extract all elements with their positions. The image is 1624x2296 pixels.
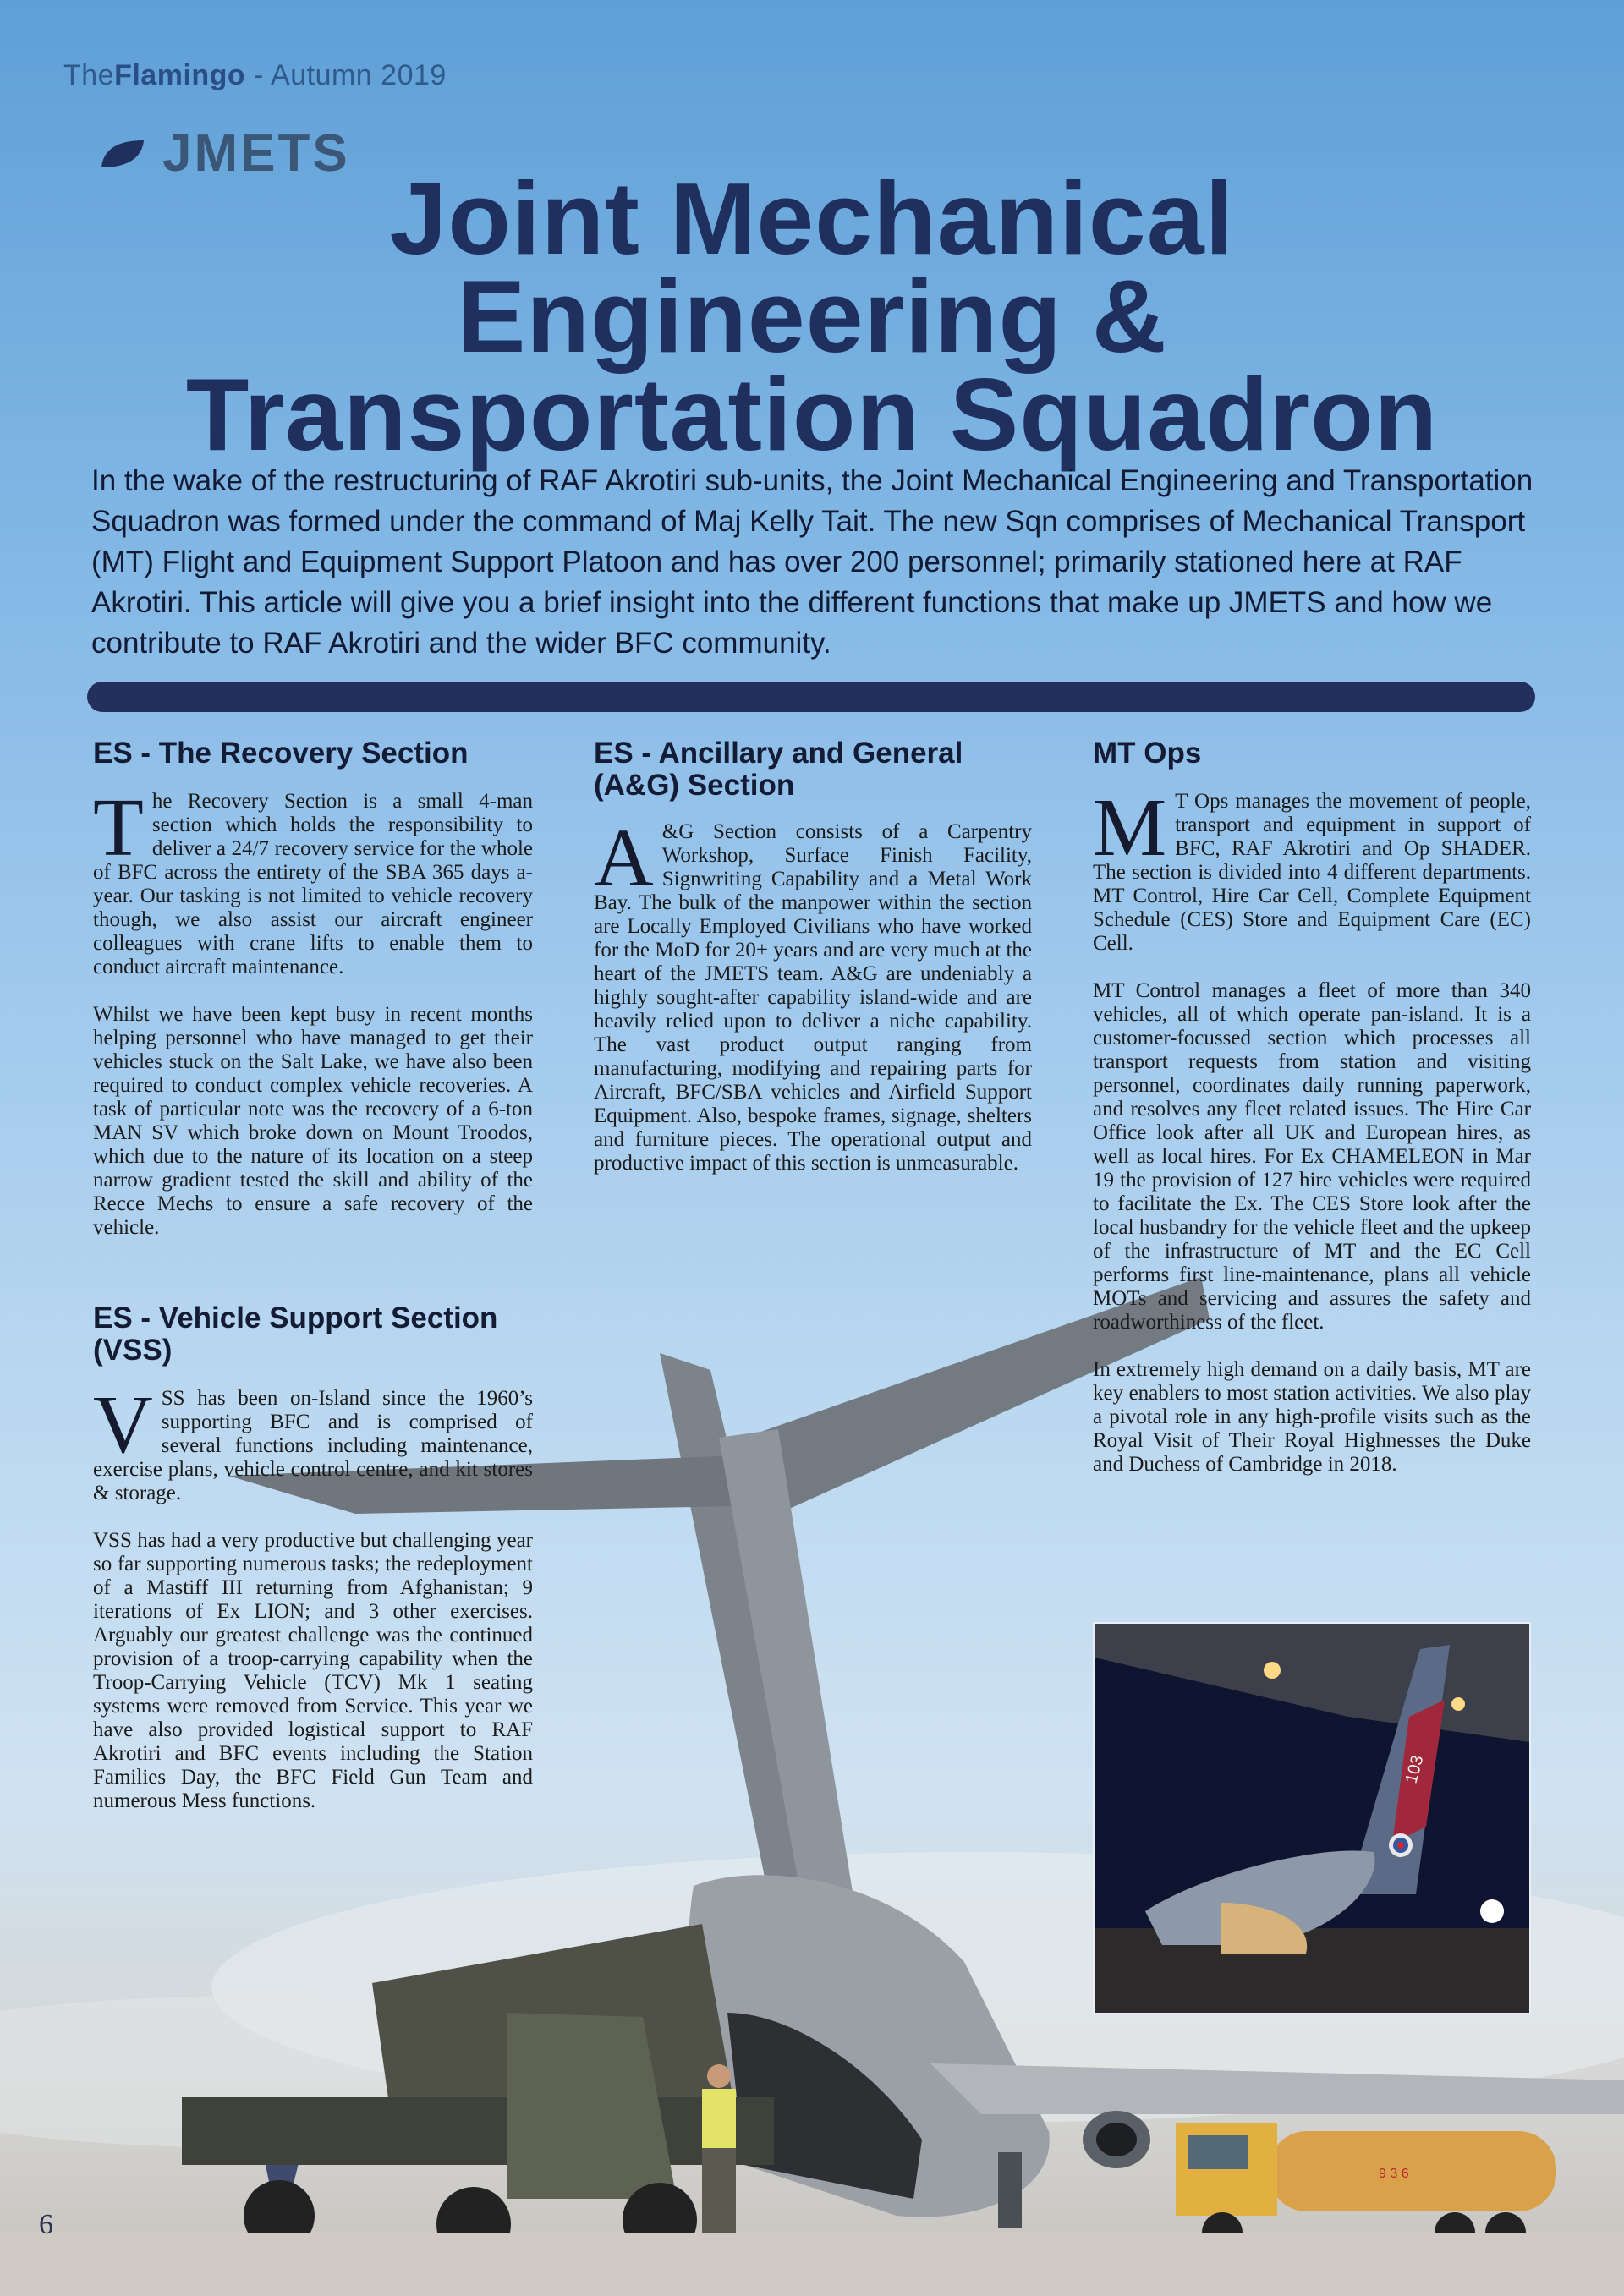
section-tag-label: JMETS [162, 124, 350, 183]
aircraft-tail-photo-art [1095, 1624, 1529, 2013]
magazine-masthead [63, 59, 447, 92]
mtops-heading: MT Ops [1093, 737, 1202, 770]
ag-section [594, 737, 1032, 1199]
recovery-paragraph-2: Whilst we have been kept busy in recent months helping personnel who have managed to get their vehicles stuck on the Salt Lake, we have also been required to conduct complex vehicle recoveries. A task of particular note was the recovery of a 6-ton MAN SV which broke down on Mount Troodos, which due to the nature of its location on a steep narrow gradient tested the skill and ability of the Recce Mechs to ensure a safe recovery of the vehicle. [93, 1003, 533, 1239]
masthead-brand: Flamingo [114, 59, 246, 91]
mtops-body [1093, 782, 1531, 1477]
article-title [85, 161, 1539, 472]
ag-heading: ES - Ancillary and General (A&G) Section [594, 737, 963, 802]
title-line-1: Joint Mechanical [389, 161, 1235, 276]
mtops-paragraph-1: T Ops manages the movement of people, transport and equipment in support of BFC, RAF Akrotiri and Op SHADER. The section is divided into 4 different departments. MT Control, Hire Car Cell, Complete Equipment Schedule (CES) Store and Equipment Care (EC) Cell. [1093, 790, 1531, 955]
vss-heading: ES - Vehicle Support Section (VSS) [93, 1301, 498, 1367]
vss-dropcap: V [93, 1379, 153, 1471]
recovery-body [93, 782, 533, 1240]
tanker-label: 9 3 6 [1379, 2167, 1409, 2181]
masthead-prefix: The [63, 59, 115, 91]
aircraft-tail-night-photo [1093, 1622, 1531, 2014]
section-divider-bar [87, 682, 1535, 712]
recovery-section [93, 737, 533, 1263]
recovery-paragraph-1: he Recovery Section is a small 4-man section which holds the responsibility to deliver a 24/7 recovery service for the whole of BFC across the entirety of the SBA 365 days a-year. Our tasking is not limited to vehicle recovery though, we also assist our aircraft engineer colleagues with crane lifts to enable them to conduct aircraft maintenance. [93, 790, 533, 978]
vss-paragraph-1: SS has been on-Island since the 1960’s supporting BFC and is comprised of several functions including maintenance, exercise plans, vehicle control centre, and kit stores & storage. [93, 1387, 533, 1504]
svg-text:9 3 6 [1379, 2167, 1409, 2181]
mtops-section [1093, 737, 1531, 1500]
ag-dropcap: A [594, 813, 654, 904]
ground-crew-figure [702, 2064, 736, 2241]
tarmac [0, 2233, 1624, 2296]
ag-body [594, 813, 1032, 1175]
page-number: 6 [39, 2209, 53, 2240]
recovery-dropcap: T [93, 782, 144, 874]
recovery-heading: ES - The Recovery Section [93, 737, 469, 770]
mtops-paragraph-3: In extremely high demand on a daily basis, MT are key enablers to most station activities. We also play a pivotal role in any high-profile visits such as the Royal Visit of Their Royal Highnesses the Duke and Duchess of Cambridge in 2018. [1093, 1358, 1531, 1476]
tail-number-marking: 103 [1402, 1753, 1428, 1786]
title-line-2: Engineering & [457, 259, 1167, 374]
vss-paragraph-2: VSS has had a very productive but challenging year so far supporting numerous tasks; the redeployment of a Mastiff III returning from Afghanistan; 9 iterations of Ex LION; and 3 other exercises. Arguably our greatest challenge was the continued provision of a troop-carrying capability when the Troop-Carrying Vehicle (TCV) Mk 1 seating systems were removed from Service. This year we have also provided logistical support to RAF Akrotiri and BFC events including the Station Families Day, the BFC Field Gun Team and numerous Mess functions. [93, 1529, 533, 1812]
title-line-3: Transportation Squadron [185, 357, 1439, 472]
mtops-paragraph-2: MT Control manages a fleet of more than 340 vehicles, all of which operate pan-island. It is a customer-focussed section which processes all transport requests from station and visiting personnel, coordinates daily running paperwork, and resolves any fleet related issues. The Hire Car Office look after all UK and European hires, as well as local hires. For Ex CHAMELEON in Mar 19 the provision of 127 hire vehicles were required to facilitate the Ex. The CES Store look after the local husbandry for the vehicle fleet and the upkeep of the infrastructure of MT and the EC Cell performs first line-maintenance, plans all vehicle MOTs and servicing and assures the safety and roadworthiness of the fleet. [1093, 979, 1531, 1334]
ag-paragraph-1: &G Section consists of a Carpentry Workshop, Surface Finish Facility, Signwriting Capability and a Metal Work Bay. The bulk of the manpower within the section are Locally Employed Civilians who have worked for the MoD for 20+ years and are very much at the heart of the JMETS team. A&G are undeniably a highly sought-after capability island-wide and are heavily relied upon to deliver a niche capability. The vast product output ranging from manufacturing, modifying and repairing parts for Aircraft, BFC/SBA vehicles and Airfield Support Equipment. Also, bespoke frames, signage, shelters and furniture pieces. The operational output and productive impact of this section is unmeasurable. [594, 820, 1032, 1175]
masthead-issue: - Autumn 2019 [245, 59, 447, 91]
mtops-dropcap: M [1093, 782, 1167, 874]
article-intro: In the wake of the restructuring of RAF Akrotiri sub-units, the Joint Mechanical Engineering and Transportation Squadron was formed under the command of Maj Kelly Tait. The new Sqn comprises of Mechanical Transport (MT) Flight and Equipment Support Platoon and has over 200 personnel; primarily stationed here at RAF Akrotiri. This article will give you a brief insight into the different functions that make up JMETS and how we contribute to RAF Akrotiri and the wider BFC community. [91, 464, 1533, 660]
leaf-icon [100, 139, 145, 169]
vss-body [93, 1379, 533, 1813]
vss-section [93, 1302, 533, 1837]
